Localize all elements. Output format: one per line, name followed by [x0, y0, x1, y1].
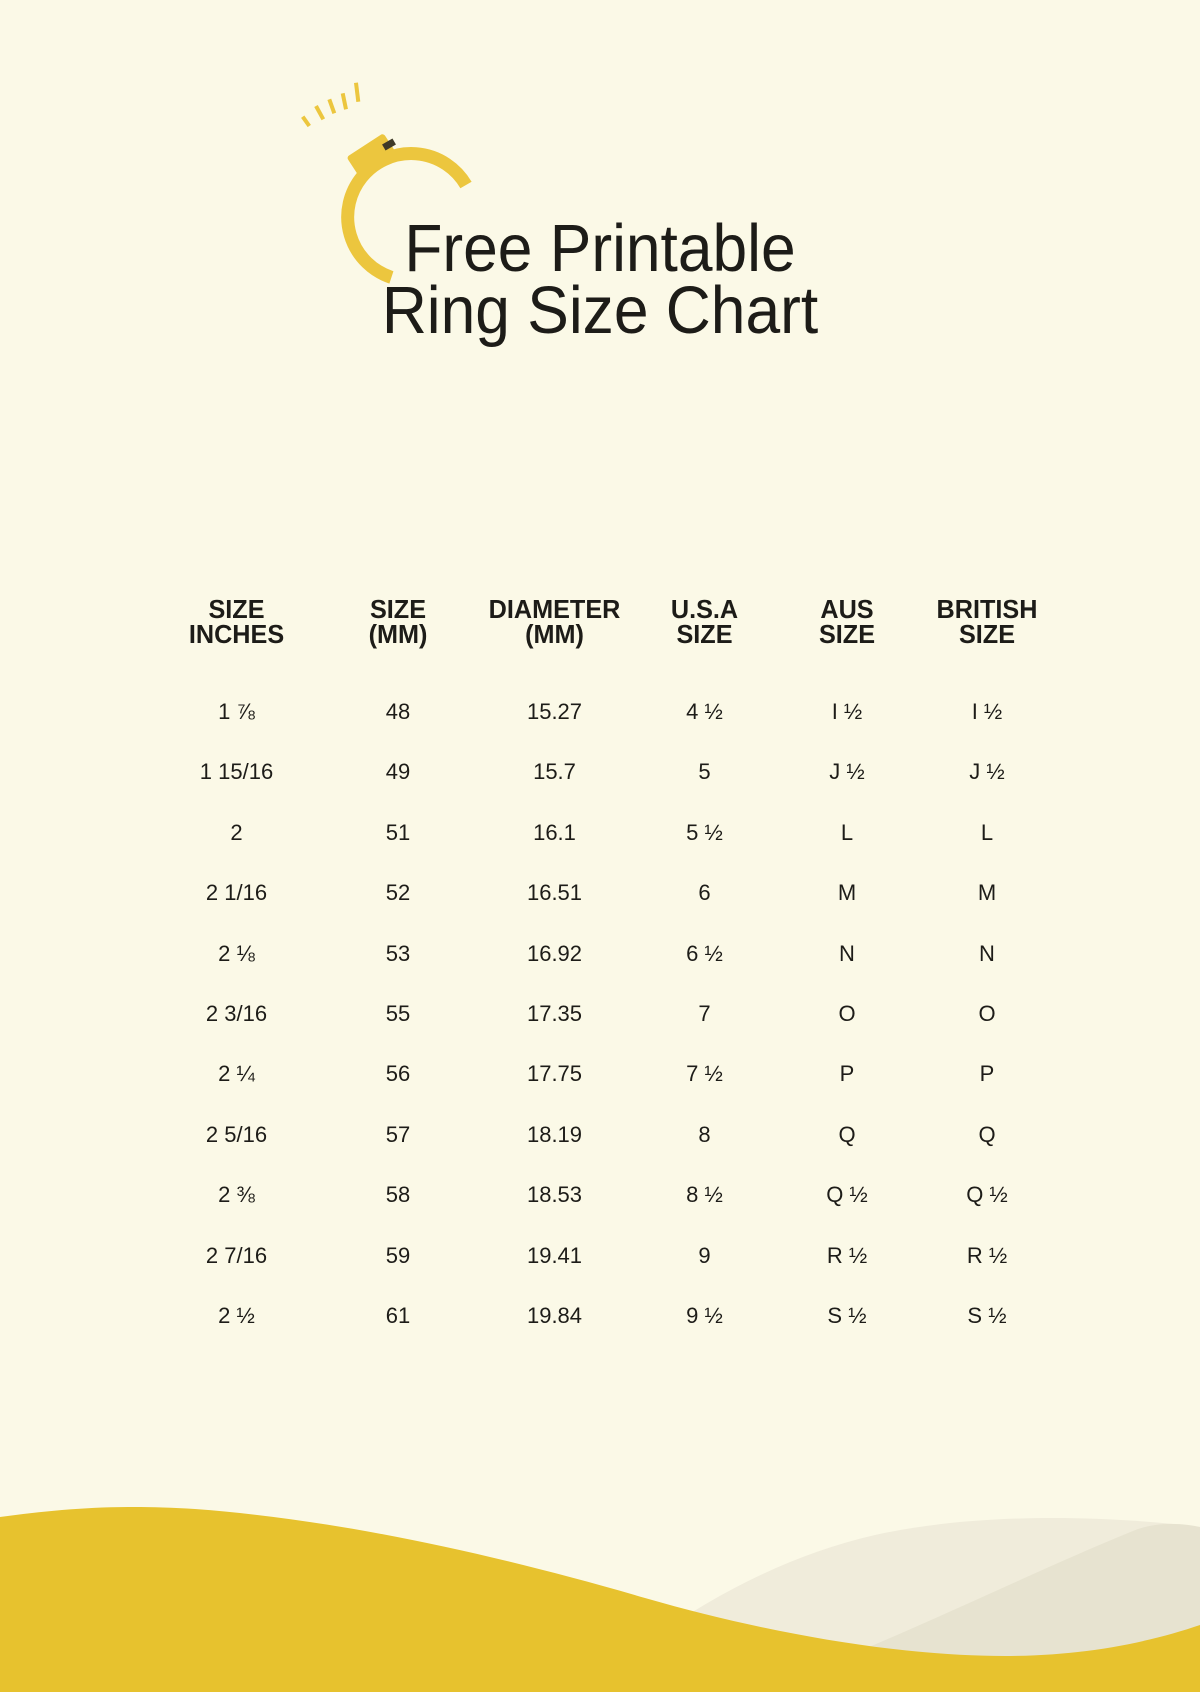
- table-cell: Q: [838, 1121, 856, 1147]
- column-header: AUS SIZE: [818, 594, 876, 649]
- column-header: SIZE INCHES: [188, 594, 285, 649]
- table-cell: 5 ½: [686, 819, 723, 845]
- table-cell: R ½: [826, 1242, 868, 1268]
- table-cell: 2 ⅛: [218, 940, 255, 966]
- table-cell: Q ½: [826, 1182, 868, 1208]
- table-row: [154, 863, 1057, 923]
- sparkle-icon: [303, 83, 359, 126]
- table-cell: 7 ½: [686, 1061, 723, 1087]
- table-cell: 58: [385, 1182, 411, 1208]
- table-cell: 7: [698, 1000, 711, 1026]
- table-cell: L: [840, 819, 854, 845]
- table-row: [154, 1165, 1057, 1225]
- ring-size-table: [154, 682, 1057, 1346]
- table-cell: 16.92: [526, 940, 583, 966]
- table-cell: 2 3/16: [205, 1000, 268, 1026]
- table-cell: R ½: [966, 1242, 1008, 1268]
- table-row: [154, 1286, 1057, 1346]
- table-cell: 6 ½: [686, 940, 723, 966]
- table-cell: 48: [385, 699, 411, 724]
- table-cell: 57: [385, 1121, 411, 1147]
- table-cell: 2 5/16: [205, 1121, 268, 1147]
- table-row: [154, 1226, 1057, 1286]
- table-cell: J ½: [969, 759, 1005, 785]
- table-row: [154, 682, 1057, 742]
- table-cell: Q ½: [966, 1182, 1008, 1208]
- table-cell: 15.27: [526, 699, 583, 724]
- column-header: SIZE (MM): [368, 594, 428, 649]
- table-row: [154, 1105, 1057, 1165]
- table-cell: 9 ½: [686, 1302, 723, 1328]
- table-cell: 49: [385, 759, 411, 785]
- table-cell: 2: [230, 819, 243, 845]
- table-cell: 18.19: [526, 1121, 583, 1147]
- table-cell: 19.41: [526, 1242, 583, 1268]
- table-row: [154, 1044, 1057, 1104]
- table-cell: L: [980, 819, 994, 845]
- table-cell: 8: [698, 1121, 711, 1147]
- table-cell: P: [839, 1061, 855, 1087]
- column-header: U.S.A SIZE: [670, 594, 739, 649]
- table-cell: 1 ⅞: [218, 699, 255, 724]
- table-cell: 17.75: [526, 1061, 583, 1087]
- table-cell: 59: [385, 1242, 411, 1268]
- table-cell: Q: [978, 1121, 996, 1147]
- table-cell: M: [977, 880, 997, 906]
- table-cell: J ½: [829, 759, 865, 785]
- table-cell: 53: [385, 940, 411, 966]
- column-header: BRITISH SIZE: [936, 594, 1038, 649]
- table-cell: 5: [698, 759, 711, 785]
- page-title-line-1: Free Printable: [404, 211, 796, 286]
- table-row: [154, 803, 1057, 863]
- table-cell: I ½: [971, 699, 1003, 724]
- table-cell: O: [978, 1000, 996, 1026]
- table-cell: 61: [385, 1302, 411, 1328]
- table-cell: 9: [698, 1242, 711, 1268]
- table-cell: 8 ½: [686, 1182, 723, 1208]
- table-cell: 52: [385, 880, 411, 906]
- table-header-row: [154, 594, 1057, 649]
- page-title: [0, 211, 1200, 348]
- column-header: DIAMETER (MM): [488, 594, 621, 649]
- table-cell: 2 ⅜: [218, 1182, 255, 1208]
- table-cell: M: [837, 880, 857, 906]
- table-cell: 18.53: [526, 1182, 583, 1208]
- table-row: [154, 742, 1057, 802]
- table-cell: 2 1/16: [205, 880, 268, 906]
- table-cell: S ½: [827, 1302, 867, 1328]
- table-cell: P: [979, 1061, 995, 1087]
- table-cell: 16.1: [533, 819, 576, 845]
- table-cell: O: [838, 1000, 856, 1026]
- table-cell: 2 ½: [218, 1302, 255, 1328]
- table-cell: 15.7: [533, 759, 576, 785]
- table-cell: S ½: [967, 1302, 1007, 1328]
- table-cell: N: [979, 940, 995, 966]
- page-title-line-2: Ring Size Chart: [381, 273, 819, 348]
- table-cell: 16.51: [526, 880, 583, 906]
- table-row: [154, 924, 1057, 984]
- table-cell: 2 7/16: [205, 1242, 268, 1268]
- footer-wave: [0, 1392, 1200, 1692]
- table-cell: 4 ½: [686, 699, 723, 724]
- table-cell: 6: [698, 880, 711, 906]
- table-cell: 55: [385, 1000, 411, 1026]
- table-row: [154, 984, 1057, 1044]
- table-cell: 19.84: [526, 1302, 583, 1328]
- table-cell: 56: [385, 1061, 411, 1087]
- table-cell: 17.35: [526, 1000, 583, 1026]
- table-cell: 1 15/16: [199, 759, 274, 785]
- table-cell: 51: [385, 819, 411, 845]
- table-cell: I ½: [831, 699, 863, 724]
- table-cell: 2 ¼: [218, 1061, 255, 1087]
- table-cell: N: [839, 940, 855, 966]
